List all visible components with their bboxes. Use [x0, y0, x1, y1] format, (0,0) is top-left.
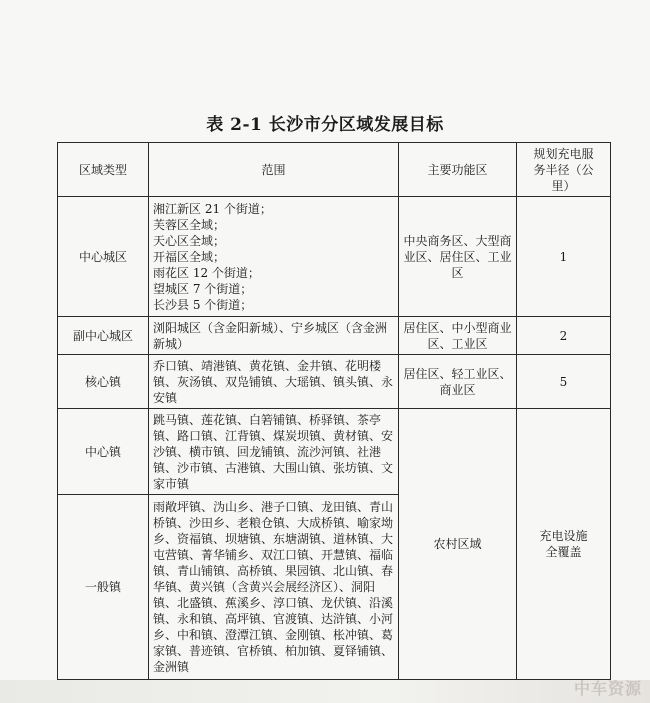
header-row	[58, 143, 611, 197]
scope-line: 开福区全域；	[153, 249, 226, 264]
development-targets-table	[57, 142, 611, 680]
function-cell: 居住区、轻工业区、商业区	[399, 355, 517, 409]
scope-cell	[149, 197, 399, 317]
scope-line: 长沙县 5 个街道；	[153, 297, 253, 312]
scope-line: 雨花区 12 个街道；	[153, 265, 260, 280]
watermark: 中车资源	[573, 679, 642, 698]
function-cell: 居住区、中小型商业区、工业区	[399, 317, 517, 355]
scope-cell: 跳马镇、莲花镇、白箬铺镇、桥驿镇、茶亭镇、路口镇、江背镇、煤炭坝镇、黄材镇、安沙镇、横市镇、回龙铺镇、流沙河镇、社港镇、沙市镇、古港镇、大围山镇、张坊镇、文家市镇	[149, 409, 399, 495]
table-row	[58, 355, 611, 409]
table-row	[58, 197, 611, 317]
radius-cell: 5	[517, 355, 611, 409]
scope-line: 望城区 7 个街道；	[153, 281, 253, 296]
radius-cell: 1	[517, 197, 611, 317]
scan-edge-band	[0, 680, 650, 703]
function-cell: 农村区域	[399, 409, 517, 680]
zone-type-cell: 中心镇	[58, 409, 149, 495]
scope-cell: 雨敞坪镇、沩山乡、港子口镇、龙田镇、青山桥镇、沙田乡、老粮仓镇、大成桥镇、喻家坳乡、资福镇、坝塘镇、东塘湖镇、道林镇、大屯营镇、菁华铺乡、双江口镇、开慧镇、福临镇、青山铺镇、高桥镇、果园镇、北山镇、春华镇、黄兴镇（含黄兴会展经济区）、洞阳镇、北盛镇、蕉溪乡、淳口镇、龙伏镇、沿溪镇、永和镇、高坪镇、官渡镇、达浒镇、小河乡、中和镇、澄潭江镇、金刚镇、枨冲镇、葛家镇、普迹镇、官桥镇、柏加镇、夏铎铺镇、金洲镇	[149, 495, 399, 680]
radius-cell: 2	[517, 317, 611, 355]
zone-type-cell: 核心镇	[58, 355, 149, 409]
scope-line: 芙蓉区全域；	[153, 217, 226, 232]
radius-cell: 充电设施全覆盖	[517, 409, 611, 680]
table-row	[58, 317, 611, 355]
zone-type-cell: 中心城区	[58, 197, 149, 317]
zone-type-cell: 一般镇	[58, 495, 149, 680]
header-radius: 规划充电服务半径（公里）	[517, 143, 611, 197]
header-scope: 范围	[149, 143, 399, 197]
scope-cell: 乔口镇、靖港镇、黄花镇、金井镇、花明楼镇、灰汤镇、双凫铺镇、大瑶镇、镇头镇、永安镇	[149, 355, 399, 409]
header-function: 主要功能区	[399, 143, 517, 197]
scope-line: 天心区全域；	[153, 233, 226, 248]
table-row	[58, 409, 611, 495]
scope-cell: 浏阳城区（含金阳新城）、宁乡城区（含金洲新城）	[149, 317, 399, 355]
table-title: 表 2-1 长沙市分区域发展目标	[206, 115, 444, 135]
zone-type-cell: 副中心城区	[58, 317, 149, 355]
header-zone-type: 区域类型	[58, 143, 149, 197]
function-cell: 中央商务区、大型商业区、居住区、工业区	[399, 197, 517, 317]
scope-line: 湘江新区 21 个街道；	[153, 201, 272, 216]
